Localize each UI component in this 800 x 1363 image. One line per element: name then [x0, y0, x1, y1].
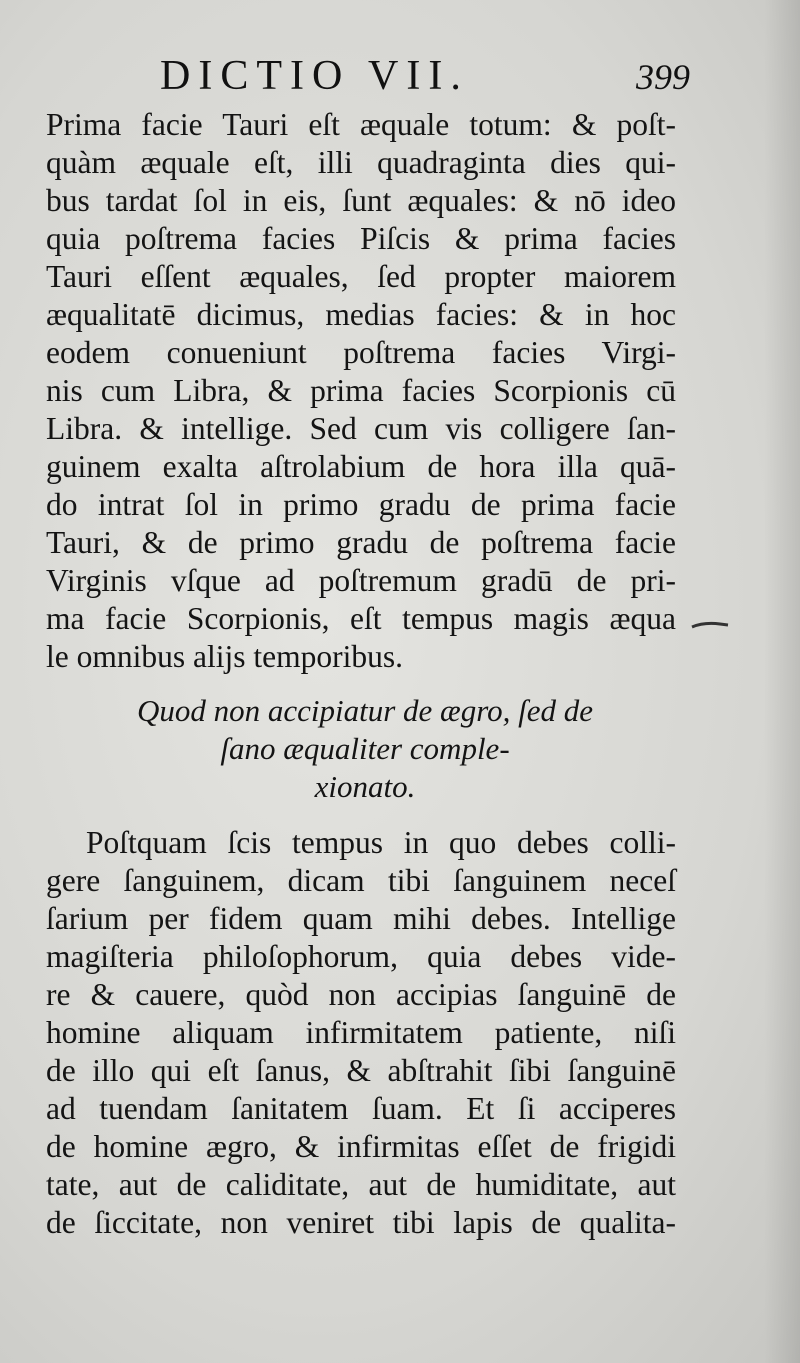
- text-line: Tauri, & de primo gradu de poſtrema facie: [46, 525, 676, 560]
- text-line: Prima facie Tauri eſt æquale totum: & poſt-: [46, 107, 676, 142]
- text-line: de illo qui eſt ſanus, & abſtrahit ſibi ſanguinē: [46, 1053, 676, 1088]
- text-line: Libra. & intellige. Sed cum vis colligere ſan-: [46, 411, 676, 446]
- text-line: eodem conueniunt poſtrema facies Virgi-: [46, 335, 676, 370]
- text-line: Virginis vſque ad poſtremum gradū de pri-: [46, 563, 676, 598]
- running-head: DICTIO VII.: [160, 53, 469, 99]
- heading-line: Quod non accipiatur de ægro, ſed de: [136, 693, 594, 728]
- text-line: magiſteria philoſophorum, quia debes vide-: [46, 939, 676, 974]
- page-number: 399: [636, 57, 690, 97]
- heading-line: xionato.: [314, 769, 416, 804]
- text-line: de ſiccitate, non veniret tibi lapis de qualita-: [46, 1205, 676, 1240]
- section-heading: [80, 692, 650, 806]
- text-line: tate, aut de caliditate, aut de humiditate, aut: [46, 1167, 676, 1202]
- paragraph-1: [46, 106, 676, 676]
- text-line: homine aliquam infirmitatem patiente, niſi: [46, 1015, 676, 1050]
- text-line: guinem exalta aſtrolabium de hora illa quā-: [46, 449, 676, 484]
- text-line: nis cum Libra, & prima facies Scorpionis cū: [46, 373, 676, 408]
- text-line: de homine ægro, & infirmitas eſſet de frigidi: [46, 1129, 676, 1164]
- ink-mark: [690, 620, 730, 630]
- paragraph-2: [46, 824, 676, 1242]
- text-line: re & cauere, quòd non accipias ſanguinē de: [46, 977, 676, 1012]
- text-line: ma facie Scorpionis, eſt tempus magis æqua: [46, 601, 676, 636]
- text-line: ſarium per fidem quam mihi debes. Intellige: [46, 901, 676, 936]
- text-line: Tauri eſſent æquales, ſed propter maiorem: [46, 259, 676, 294]
- text-line: quàm æquale eſt, illi quadraginta dies qui-: [46, 145, 676, 180]
- text-line: Poſtquam ſcis tempus in quo debes colli-: [86, 825, 676, 860]
- text-line: bus tardat ſol in eis, ſunt æquales: & nō ideo: [46, 183, 676, 218]
- text-line: do intrat ſol in primo gradu de prima facie: [46, 487, 676, 522]
- text-line: quia poſtrema facies Piſcis & prima facies: [46, 221, 676, 256]
- text-line: le omnibus alijs temporibus.: [46, 639, 403, 674]
- text-line: gere ſanguinem, dicam tibi ſanguinem neceſ: [46, 863, 676, 898]
- page-header: [40, 52, 690, 102]
- heading-line: ſano æqualiter comple-: [220, 731, 510, 766]
- text-line: æqualitatē dicimus, medias facies: & in hoc: [46, 297, 676, 332]
- text-line: ad tuendam ſanitatem ſuam. Et ſi acciperes: [46, 1091, 676, 1126]
- page-edge-shadow: [764, 0, 800, 1363]
